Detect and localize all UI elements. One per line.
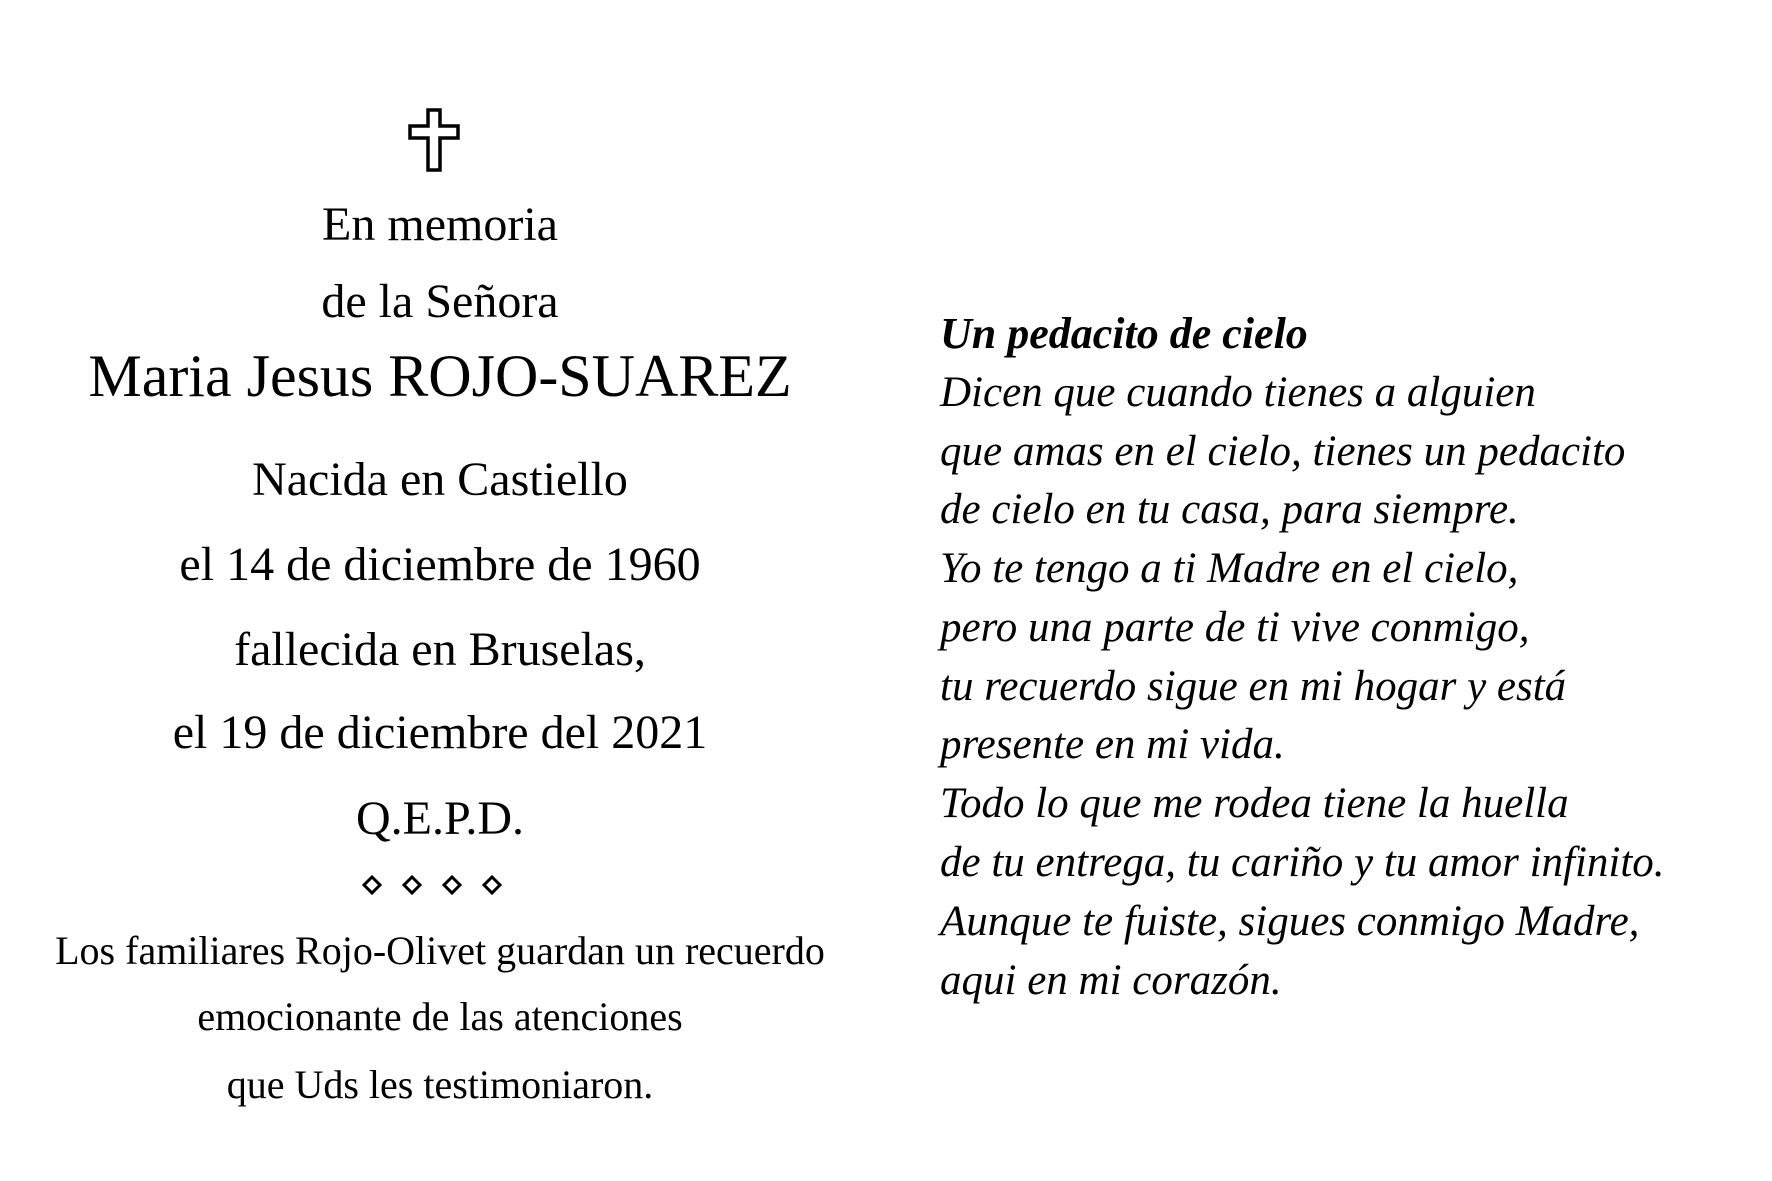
poem-line: Yo te tengo a ti Madre en el cielo, [940,545,1519,592]
poem-line: Dicen que cuando tienes a alguien [940,369,1536,416]
poem-line: de cielo en tu casa, para siempre. [940,486,1519,533]
poem-line: que amas en el cielo, tienes un pedacito [940,428,1626,475]
cross-icon [406,108,462,172]
diamond-icon [444,877,460,893]
poem-line: presente en mi vida. [940,721,1285,768]
poem-line: Todo lo que me rodea tiene la huella [940,780,1569,827]
deceased-name: Maria Jesus ROJO-SUAREZ [88,343,792,409]
in-memory-text: En memoria [322,198,558,251]
poem-line: aqui en mi corazón. [940,957,1282,1004]
thanks-line-2: emocionante de las atenciones [197,994,683,1039]
poem-line: tu recuerdo sigue en mi hogar y está [940,663,1567,710]
birth-place: Nacida en Castiello [252,453,628,506]
poem-line: pero una parte de ti vive conmigo, [940,604,1530,651]
diamond-icon [484,877,500,893]
memorial-left-panel [0,0,880,1181]
poem-line: Aunque te fuiste, sigues conmigo Madre, [940,898,1640,945]
death-place: fallecida en Bruselas, [234,623,646,676]
separator-ornament [360,870,520,900]
death-date: el 19 de diciembre del 2021 [172,706,708,759]
diamond-icon [364,877,380,893]
poem-line: de tu entrega, tu cariño y tu amor infinito. [940,839,1665,886]
thanks-line-3: que Uds les testimoniaron. [226,1062,654,1107]
diamond-icon [404,877,420,893]
thanks-line-1: Los familiares Rojo-Olivet guardan un recuerdo [55,928,825,973]
rip-text: Q.E.P.D. [355,792,525,845]
poem-title: Un pedacito de cielo [940,309,1308,358]
title-text: de la Señora [321,275,559,328]
birth-date: el 14 de diciembre de 1960 [179,538,701,591]
